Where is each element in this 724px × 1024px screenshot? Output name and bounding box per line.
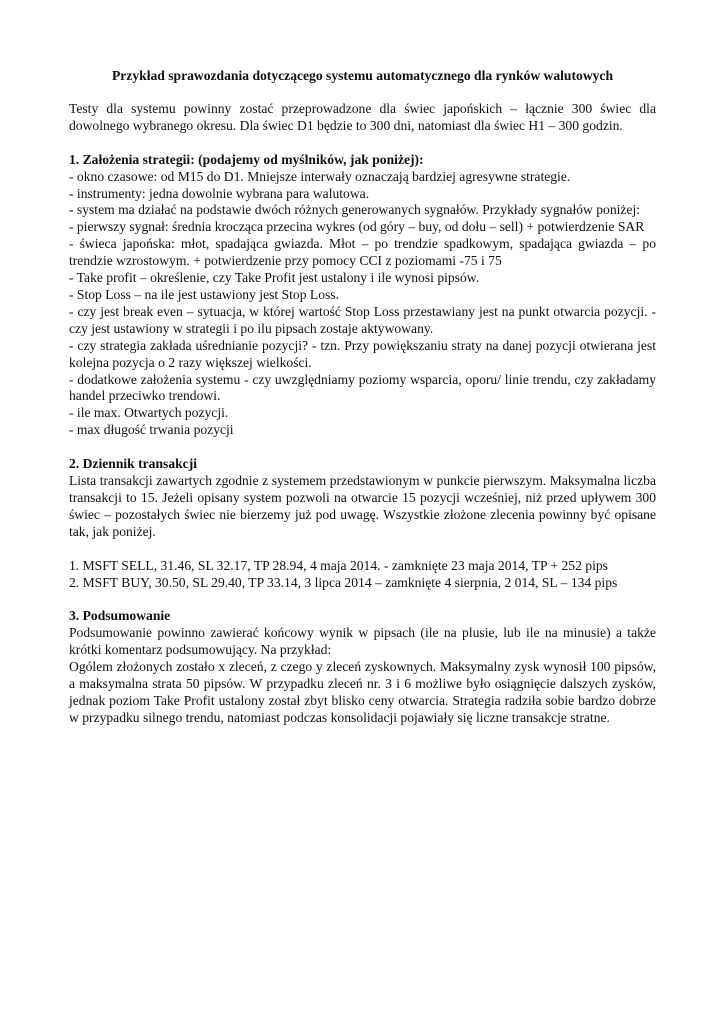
list-item: - max długość trwania pozycji xyxy=(69,422,234,438)
document-title: Przykład sprawozdania dotyczącego systemu automatycznego dla rynków walutowych xyxy=(111,68,614,83)
section-2-heading: 2. Dziennik transakcji xyxy=(69,456,198,472)
spacer xyxy=(69,439,656,456)
trade-entry: 2. MSFT BUY, 30.50, SL 29.40, TP 33.14, 3 lipca 2014 – zamknięte 4 sierpnia, 2 014, SL – 134 pips xyxy=(69,574,618,590)
list-item: - Stop Loss – na ile jest ustawiony jest Stop Loss. xyxy=(69,286,339,302)
strategy-assumptions-list xyxy=(69,169,656,440)
section-1-heading: 1. Założenia strategii: (podajemy od myślników, jak poniżej): xyxy=(69,151,424,167)
list-item: - czy strategia zakłada uśrednianie pozycji? - tzn. Przy powiększaniu straty na danej pozycji otwierana jest kolejna pozycja o 2 razy większej wielkości. xyxy=(69,337,656,370)
spacer xyxy=(69,135,656,152)
list-item: - instrumenty: jedna dowolnie wybrana para walutowa. xyxy=(69,185,370,201)
section-3-example-paragraph: Ogólem złożonych zostało x zleceń, z czego y zleceń zyskownych. Maksymalny zysk wynosił 100 pipsów, a maksymalna strata 50 pipsów. W przypadku zleceń nr. 3 i 6 możliwe było osiągnięcie dalszych zysków, jednak poziom Take Profit ustalony został zbyt blisko ceny otwarcia. Strategia radziła sobie bardzo dobrze w przypadku silnego trendu, natomiast podczas konsolidacji pojawiały się liczne transakcje stratne. xyxy=(69,659,656,725)
section-2-paragraph: Lista transakcji zawartych zgodnie z systemem przedstawionym w punkcie pierwszym. Maksymalna liczba transakcji to 15. Jeżeli opisany system pozwoli na otwarcie 15 pozycji wcześniej, niż przed upływem 300 świec – pozostałych świec nie bierzemy już pod uwagę. Wszystkie złożone zlecenia powinny być opisane tak, jak poniżej. xyxy=(69,473,656,539)
section-3-heading: 3. Podsumowanie xyxy=(69,608,171,624)
spacer xyxy=(69,541,656,558)
list-item: - Take profit – określenie, czy Take Profit jest ustalony i ile wynosi pipsów. xyxy=(69,270,480,286)
trade-entry: 1. MSFT SELL, 31.46, SL 32.17, TP 28.94, 4 maja 2014. - zamknięte 23 maja 2014, TP + 252 pips xyxy=(69,557,608,573)
list-item: - czy jest break even – sytuacja, w której wartość Stop Loss przestawiany jest na punkt otwarcia pozycji. - czy jest ustawiony w strategii i po ilu pipsach zostaje aktywowany. xyxy=(69,303,656,336)
document-page xyxy=(69,68,656,727)
trade-log-list xyxy=(69,558,656,592)
list-item: - świeca japońska: młot, spadająca gwiazda. Młot – po trendzie spadkowym, spadająca gwiazda – po trendzie wzrostowym. + potwierdzenie przy pomocy CCI z poziomami -75 i 75 xyxy=(69,236,656,269)
spacer xyxy=(69,591,656,608)
list-item: - dodatkowe założenia systemu - czy uwzględniamy poziomy wsparcia, oporu/ linie trendu, czy zakładamy handel przeciwko trendowi. xyxy=(69,371,656,404)
list-item: - pierwszy sygnał: średnia krocząca przecina wykres (od góry – buy, od dołu – sell) + potwierdzenie SAR xyxy=(69,219,645,235)
section-3-paragraph: Podsumowanie powinno zawierać końcowy wynik w pipsach (ile na plusie, lub ile na minusie) a także krótki komentarz podsumowujący. Na przykład: xyxy=(69,625,656,658)
intro-paragraph: Testy dla systemu powinny zostać przeprowadzone dla świec japońskich – łącznie 300 świec dla dowolnego wybranego okresu. Dla świec D1 będzie to 300 dni, natomiast dla świec H1 – 300 godzin. xyxy=(69,100,656,133)
list-item: - system ma działać na podstawie dwóch różnych generowanych sygnałów. Przykłady sygnałów poniżej: xyxy=(69,202,641,218)
list-item: - ile max. Otwartych pozycji. xyxy=(69,405,229,421)
list-item: - okno czasowe: od M15 do D1. Mniejsze interwały oznaczają bardziej agresywne strategie. xyxy=(69,168,571,184)
